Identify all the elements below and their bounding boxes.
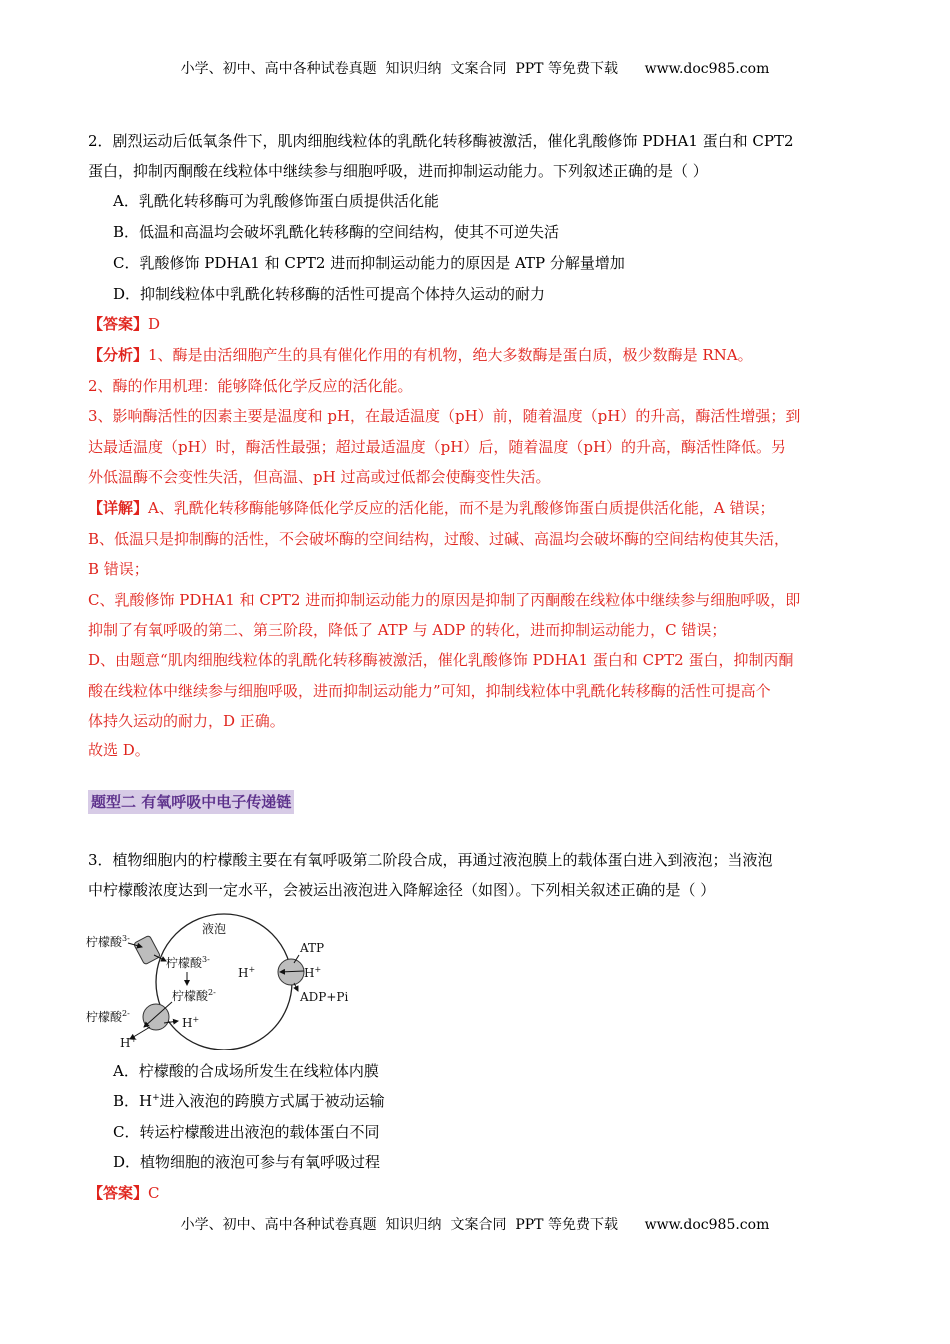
vacuole-citrate-diagram	[84, 905, 364, 1050]
q2-conclusion: 故选 D。	[88, 741, 150, 759]
q2-detail-line7: 酸在线粒体中继续参与细胞呼吸，进而抑制运动能力”可知，抑制线粒体中乳酰化转移酶的活性可提高个	[88, 682, 771, 700]
q2-option-d: D．抑制线粒体中乳酰化转移酶的活性可提高个体持久运动的耐力	[113, 285, 546, 303]
h-outer-bottom-label: H+	[120, 1035, 138, 1050]
citrate-outside-bottom-label: 柠檬酸$^{2-}$	[86, 1009, 130, 1024]
q2-option-b: B．低温和高温均会破坏乳酰化转移酶的空间结构，使其不可逆失活	[113, 223, 560, 241]
h-left-pump-label: H+	[238, 965, 256, 980]
citrate-inside-2-label: 柠檬酸$^{2-}$	[172, 988, 216, 1003]
q2-analysis-line2: 2、酶的作用机理：能够降低化学反应的活化能。	[88, 377, 413, 395]
q2-option-a: A．乳酰化转移酶可为乳酸修饰蛋白质提供活化能	[113, 192, 439, 210]
analysis-text: 1、酶是由活细胞产生的具有催化作用的有机物，绝大多数酶是蛋白质，极少数酶是 RNA。	[148, 346, 753, 364]
q3-answer	[88, 1183, 160, 1203]
answer-value: C	[148, 1184, 160, 1202]
q2-analysis-line1	[88, 345, 753, 365]
q2-analysis-line3: 3、影响酶活性的因素主要是温度和 pH，在最适温度（pH）前，随着温度（pH）的升高，酶活性增强；到	[88, 407, 801, 425]
q2-detail-line6: D、由题意“肌肉细胞线粒体的乳酰化转移酶被激活，催化乳酸修饰 PDHA1 蛋白和 CPT2 蛋白，抑制丙酮	[88, 651, 794, 669]
section-heading: 题型二 有氧呼吸中电子传递链	[88, 790, 294, 814]
q2-detail-line2: B、低温只是抑制酶的活性，不会破坏酶的空间结构，过酸、过碱、高温均会破坏酶的空间结构使其失活，	[88, 530, 790, 548]
page-footer: 小学、初中、高中各种试卷真题 知识归纳 文案合同 PPT 等免费下载 www.doc985.com	[180, 1217, 770, 1233]
q3-option-c: C．转运柠檬酸进出液泡的载体蛋白不同	[113, 1123, 380, 1141]
h-inner-bottom-label: H+	[182, 1015, 200, 1030]
detail-tag: 【详解】	[88, 499, 149, 517]
citrate-inside-3-label: 柠檬酸$^{3-}$	[166, 955, 210, 970]
q2-detail-line3: B 错误；	[88, 560, 149, 578]
q3-option-b: B．H+进入液泡的跨膜方式属于被动运输	[113, 1092, 385, 1110]
q3-stem-line1: 3．植物细胞内的柠檬酸主要在有氧呼吸第二阶段合成，再通过液泡膜上的载体蛋白进入到液泡；当液泡	[88, 851, 773, 869]
answer-value: D	[148, 315, 161, 333]
q2-analysis-line5: 外低温酶不会变性失活，但高温、pH 过高或过低都会使酶变性失活。	[88, 468, 551, 486]
page-header: 小学、初中、高中各种试卷真题 知识归纳 文案合同 PPT 等免费下载 www.doc985.com	[180, 61, 770, 77]
answer-tag: 【答案】	[88, 1184, 149, 1202]
q2-answer	[88, 314, 160, 334]
vacuole-label: 液泡	[202, 922, 227, 936]
q2-stem-line2: 蛋白，抑制丙酮酸在线粒体中继续参与细胞呼吸，进而抑制运动能力。下列叙述正确的是（ ）	[88, 162, 708, 180]
q2-detail-line4: C、乳酸修饰 PDHA1 和 CPT2 进而抑制运动能力的原因是抑制了丙酮酸在线粒体中继续参与细胞呼吸，即	[88, 591, 801, 609]
answer-tag: 【答案】	[88, 315, 149, 333]
q2-detail-line8: 体持久运动的耐力，D 正确。	[88, 712, 285, 730]
citrate-import-carrier	[133, 935, 160, 965]
q2-detail-line5: 抑制了有氧呼吸的第二、第三阶段，降低了 ATP 与 ADP 的转化，进而抑制运动能力，C 错误；	[88, 621, 727, 639]
q3-option-a: A．柠檬酸的合成场所发生在线粒体内膜	[113, 1062, 379, 1080]
citrate-outside-top-label: 柠檬酸$^{3-}$	[86, 934, 130, 949]
q3-option-d: D．植物细胞的液泡可参与有氧呼吸过程	[113, 1153, 381, 1171]
adp-pi-label: ADP+Pi	[300, 990, 349, 1004]
analysis-tag: 【分析】	[88, 346, 149, 364]
q2-option-c: C．乳酸修饰 PDHA1 和 CPT2 进而抑制运动能力的原因是 ATP 分解量增加	[113, 254, 625, 272]
q3-stem-line2: 中柠檬酸浓度达到一定水平，会被运出液泡进入降解途径（如图）。下列相关叙述正确的是（ ）	[88, 881, 716, 899]
detail-text: A、乳酰化转移酶能够降低化学反应的活化能，而不是为乳酸修饰蛋白质提供活化能，A 错误；	[148, 499, 775, 517]
q2-detail-line1	[88, 498, 774, 518]
h-right-pump-label: H+	[304, 965, 322, 980]
atp-label: ATP	[300, 941, 325, 955]
q2-stem-line1: 2．剧烈运动后低氧条件下，肌肉细胞线粒体的乳酰化转移酶被激活，催化乳酸修饰 PDHA1 蛋白和 CPT2	[88, 132, 794, 150]
q2-analysis-line4: 达最适温度（pH）时，酶活性最强；超过最适温度（pH）后，随着温度（pH）的升高，酶活性降低。另	[88, 438, 787, 456]
